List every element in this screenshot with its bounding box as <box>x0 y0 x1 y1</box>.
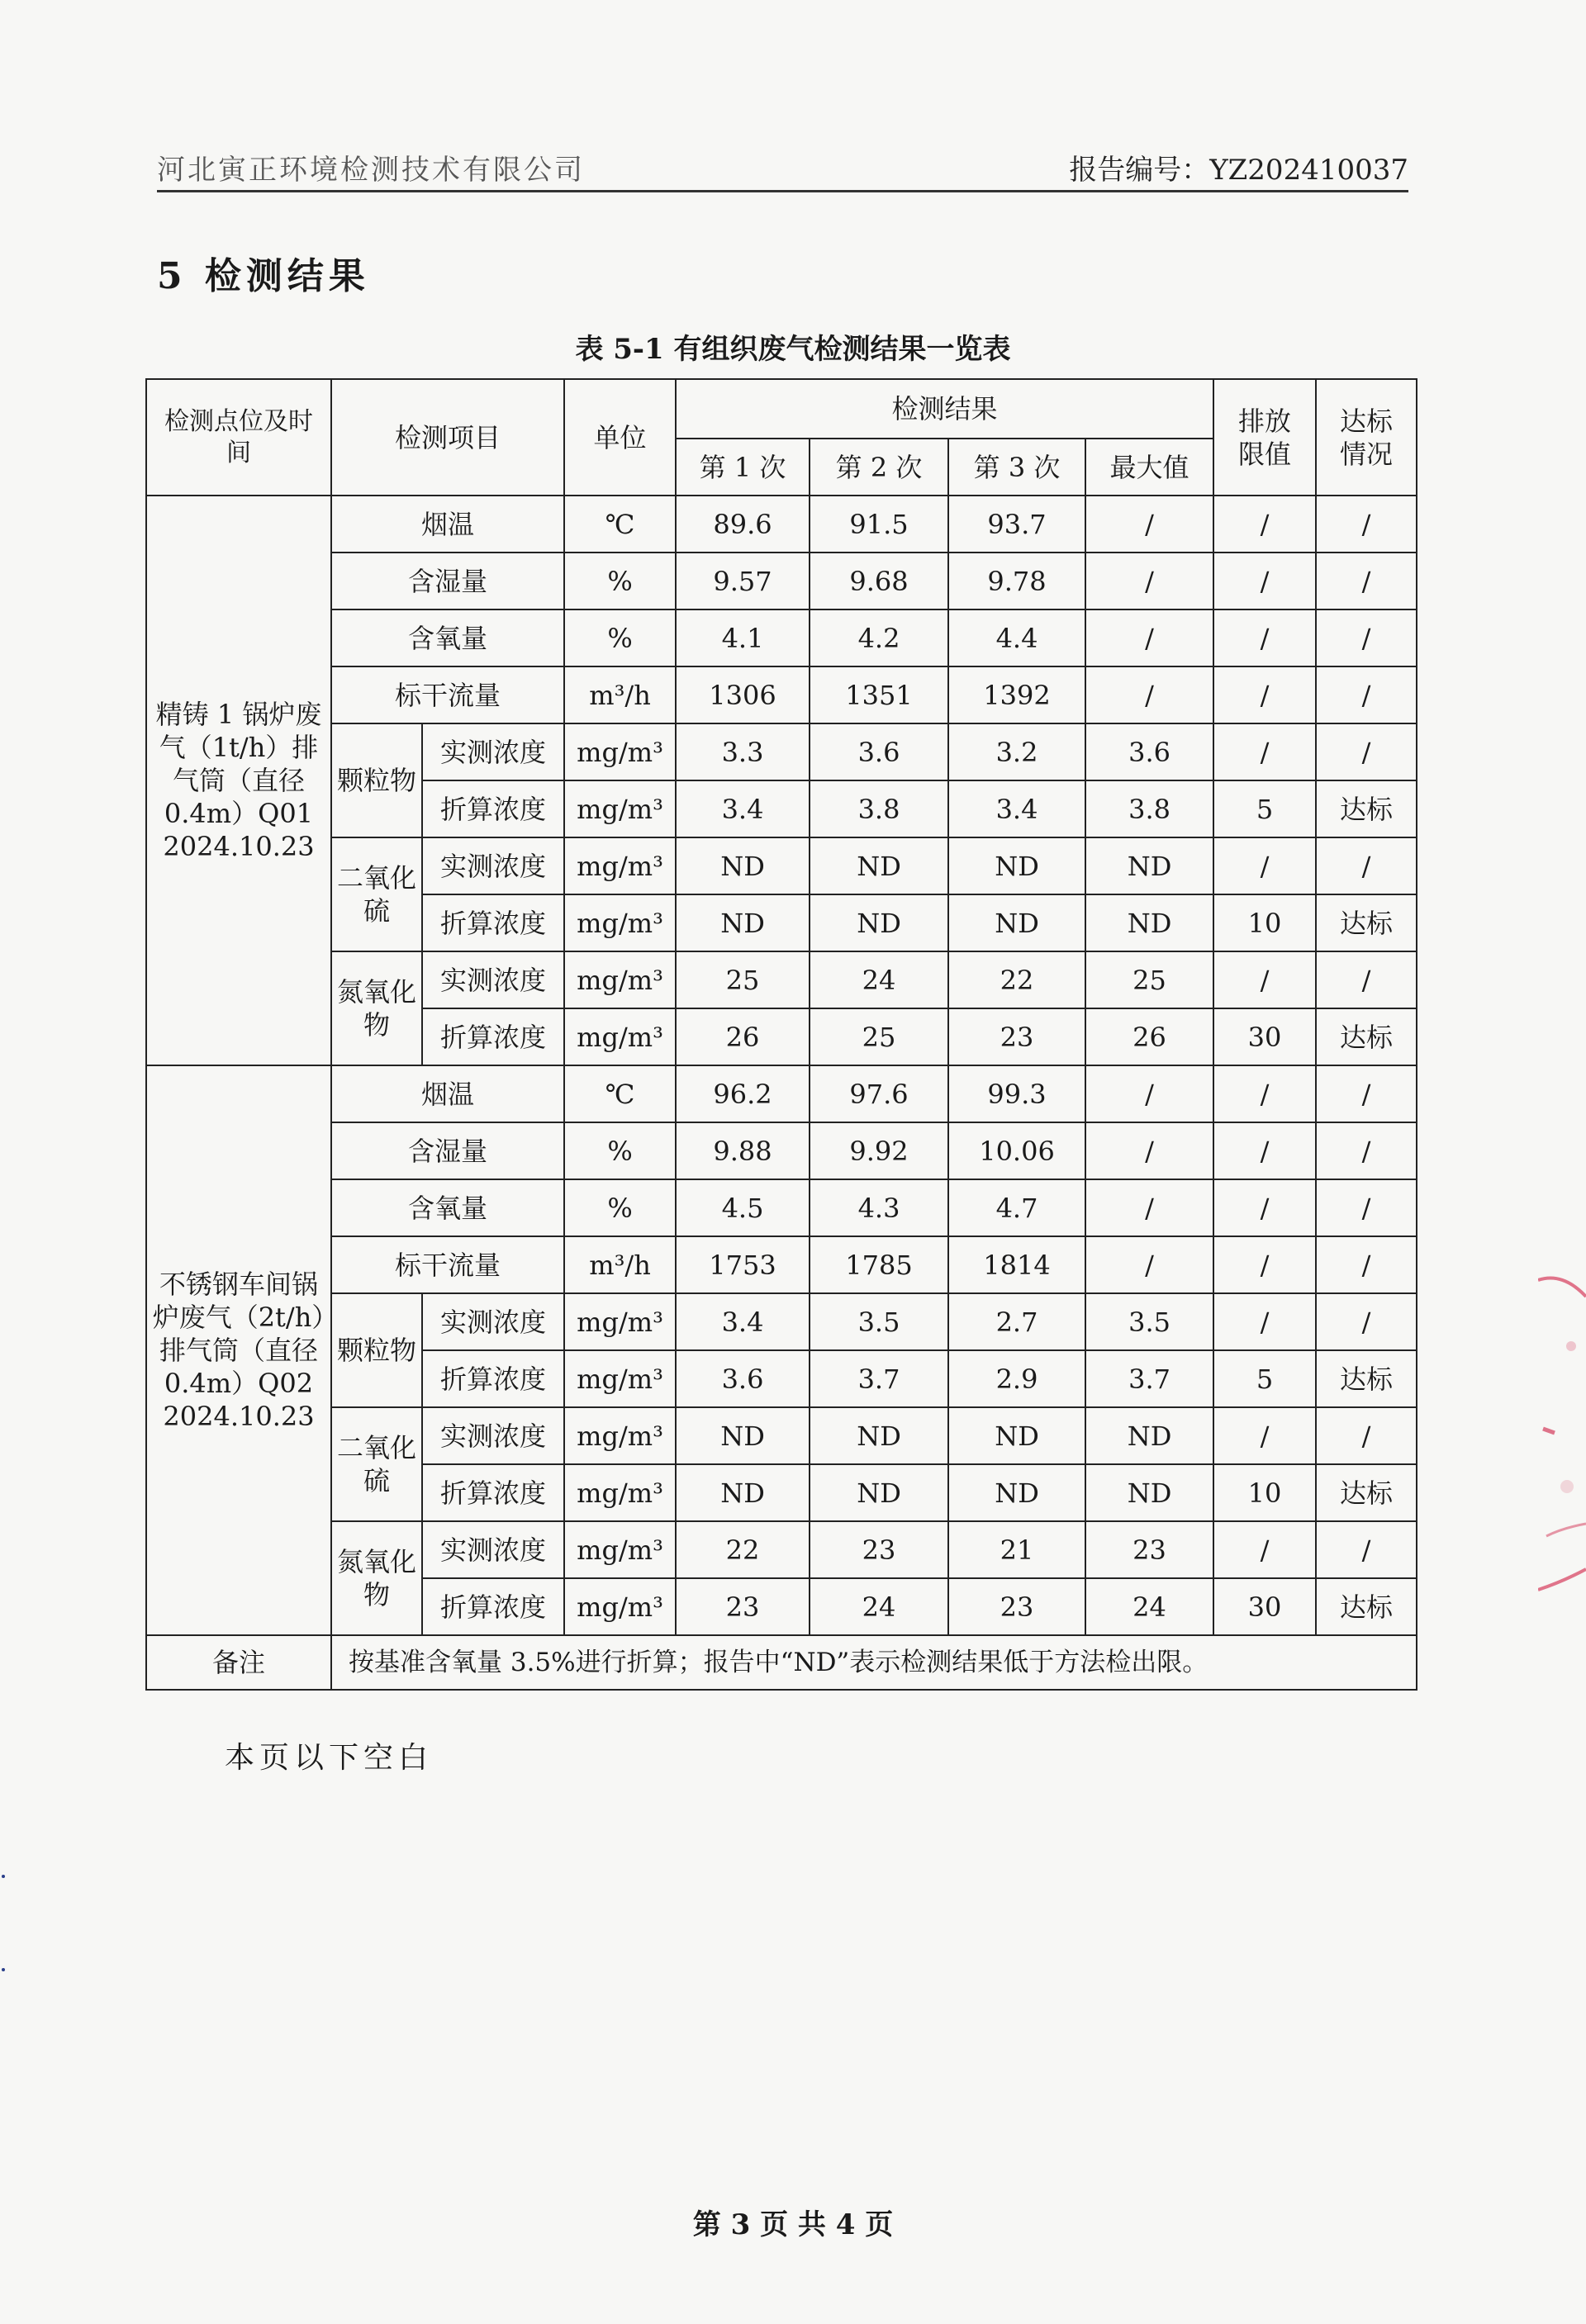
v2-cell: 9.68 <box>810 553 948 609</box>
item-cell: 含氧量 <box>331 1179 564 1236</box>
unit-cell: ℃ <box>564 1065 676 1122</box>
item-cell: 折算浓度 <box>422 1008 564 1065</box>
max-cell: ND <box>1085 1464 1213 1521</box>
v3-cell: 2.7 <box>948 1293 1085 1350</box>
status-cell: / <box>1316 951 1417 1008</box>
v2-cell: 3.5 <box>810 1293 948 1350</box>
margin-dot <box>2 1875 5 1878</box>
unit-cell: mg/m³ <box>564 723 676 780</box>
section-title: 5 检测结果 <box>157 255 370 297</box>
v3-cell: 10.06 <box>948 1122 1085 1179</box>
status-cell: / <box>1316 1065 1417 1122</box>
header-location: 检测点位及时间 <box>146 379 331 496</box>
max-cell: 3.6 <box>1085 723 1213 780</box>
item-cell: 实测浓度 <box>422 837 564 894</box>
status-cell: / <box>1316 1179 1417 1236</box>
limit-cell: 5 <box>1213 780 1316 837</box>
status-cell: 达标 <box>1316 1464 1417 1521</box>
results-table <box>145 378 1417 1691</box>
max-cell: 24 <box>1085 1578 1213 1635</box>
status-cell: / <box>1316 837 1417 894</box>
item-cell: 折算浓度 <box>422 1578 564 1635</box>
v2-cell: 24 <box>810 1578 948 1635</box>
v2-cell: 3.8 <box>810 780 948 837</box>
header-row-1 <box>146 379 1417 439</box>
status-cell: 达标 <box>1316 1350 1417 1407</box>
unit-cell: mg/m³ <box>564 1407 676 1464</box>
report-number: 报告编号：YZ202410037 <box>1069 154 1408 187</box>
location-cell: 精铸 1 锅炉废气（1t/h）排气筒（直径 0.4m）Q01 2024.10.23 <box>146 496 331 1065</box>
status-cell: / <box>1316 609 1417 666</box>
pollutant-cell: 颗粒物 <box>331 1293 422 1407</box>
pollutant-cell: 颗粒物 <box>331 723 422 837</box>
item-cell: 折算浓度 <box>422 780 564 837</box>
limit-cell: / <box>1213 723 1316 780</box>
item-cell: 标干流量 <box>331 666 564 723</box>
v2-cell: ND <box>810 894 948 951</box>
status-cell: 达标 <box>1316 780 1417 837</box>
max-cell: / <box>1085 1179 1213 1236</box>
unit-cell: % <box>564 609 676 666</box>
unit-cell: mg/m³ <box>564 1521 676 1578</box>
max-cell: 23 <box>1085 1521 1213 1578</box>
max-cell: 26 <box>1085 1008 1213 1065</box>
unit-cell: % <box>564 553 676 609</box>
limit-cell: / <box>1213 951 1316 1008</box>
v1-cell: 9.57 <box>676 553 810 609</box>
v2-cell: 24 <box>810 951 948 1008</box>
stamp-edge <box>1538 1264 1586 1610</box>
limit-cell: / <box>1213 1407 1316 1464</box>
limit-cell: / <box>1213 553 1316 609</box>
item-cell: 标干流量 <box>331 1236 564 1293</box>
v1-cell: ND <box>676 894 810 951</box>
location-cell: 不锈钢车间锅炉废气（2t/h）排气筒（直径 0.4m）Q02 2024.10.23 <box>146 1065 331 1635</box>
item-cell: 含湿量 <box>331 1122 564 1179</box>
v1-cell: 3.6 <box>676 1350 810 1407</box>
v1-cell: 23 <box>676 1578 810 1635</box>
table-row <box>146 951 1417 1008</box>
limit-cell: / <box>1213 609 1316 666</box>
header-run-2: 第 2 次 <box>810 439 948 496</box>
unit-cell: mg/m³ <box>564 837 676 894</box>
v1-cell: 1306 <box>676 666 810 723</box>
header-run-1: 第 1 次 <box>676 439 810 496</box>
unit-cell: mg/m³ <box>564 1464 676 1521</box>
limit-cell: / <box>1213 666 1316 723</box>
header-limit: 排放限值 <box>1213 379 1316 496</box>
item-cell: 含氧量 <box>331 609 564 666</box>
note-text: 按基准含氧量 3.5%进行折算；报告中“ND”表示检测结果低于方法检出限。 <box>331 1635 1417 1690</box>
item-cell: 实测浓度 <box>422 1407 564 1464</box>
max-cell: ND <box>1085 837 1213 894</box>
unit-cell: % <box>564 1122 676 1179</box>
note-row <box>146 1635 1417 1690</box>
header-run-3: 第 3 次 <box>948 439 1085 496</box>
unit-cell: mg/m³ <box>564 951 676 1008</box>
v3-cell: 9.78 <box>948 553 1085 609</box>
max-cell: / <box>1085 609 1213 666</box>
limit-cell: / <box>1213 1179 1316 1236</box>
v3-cell: 4.4 <box>948 609 1085 666</box>
v3-cell: 21 <box>948 1521 1085 1578</box>
blank-note: 本页以下空白 <box>225 1741 434 1775</box>
table-row <box>146 1521 1417 1578</box>
v2-cell: 91.5 <box>810 496 948 553</box>
unit-cell: m³/h <box>564 1236 676 1293</box>
v2-cell: 23 <box>810 1521 948 1578</box>
page-number: 第 3 页 共 4 页 <box>692 2208 894 2241</box>
v1-cell: 3.3 <box>676 723 810 780</box>
margin-dot <box>2 1968 5 1971</box>
max-cell: / <box>1085 1236 1213 1293</box>
v3-cell: 1392 <box>948 666 1085 723</box>
table-row <box>146 1179 1417 1236</box>
v3-cell: 23 <box>948 1008 1085 1065</box>
unit-cell: mg/m³ <box>564 1293 676 1350</box>
v2-cell: ND <box>810 1464 948 1521</box>
v2-cell: 97.6 <box>810 1065 948 1122</box>
pollutant-cell: 二氧化硫 <box>331 837 422 951</box>
item-cell: 实测浓度 <box>422 1521 564 1578</box>
v2-cell: 3.6 <box>810 723 948 780</box>
v3-cell: ND <box>948 1464 1085 1521</box>
limit-cell: 30 <box>1213 1578 1316 1635</box>
header-results: 检测结果 <box>676 379 1213 439</box>
status-cell: / <box>1316 496 1417 553</box>
unit-cell: mg/m³ <box>564 1008 676 1065</box>
table-row <box>146 1293 1417 1350</box>
header-item: 检测项目 <box>331 379 564 496</box>
note-label: 备注 <box>146 1635 331 1690</box>
pollutant-cell: 氮氧化物 <box>331 1521 422 1635</box>
table-row <box>146 609 1417 666</box>
v2-cell: 4.3 <box>810 1179 948 1236</box>
table-row <box>146 723 1417 780</box>
status-cell: / <box>1316 1236 1417 1293</box>
v3-cell: 3.2 <box>948 723 1085 780</box>
company-name: 河北寅正环境检测技术有限公司 <box>157 154 585 187</box>
header-max: 最大值 <box>1085 439 1213 496</box>
v3-cell: 4.7 <box>948 1179 1085 1236</box>
v1-cell: ND <box>676 1407 810 1464</box>
unit-cell: ℃ <box>564 496 676 553</box>
max-cell: 3.7 <box>1085 1350 1213 1407</box>
v3-cell: 2.9 <box>948 1350 1085 1407</box>
v3-cell: 23 <box>948 1578 1085 1635</box>
header-status: 达标情况 <box>1316 379 1417 496</box>
v1-cell: 96.2 <box>676 1065 810 1122</box>
v3-cell: ND <box>948 894 1085 951</box>
max-cell: 3.8 <box>1085 780 1213 837</box>
pollutant-cell: 二氧化硫 <box>331 1407 422 1521</box>
table-row <box>146 1407 1417 1464</box>
table-row <box>146 553 1417 609</box>
status-cell: / <box>1316 1407 1417 1464</box>
limit-cell: / <box>1213 1122 1316 1179</box>
v1-cell: ND <box>676 837 810 894</box>
table-row <box>146 837 1417 894</box>
item-cell: 折算浓度 <box>422 1464 564 1521</box>
v3-cell: ND <box>948 837 1085 894</box>
header-unit: 单位 <box>564 379 676 496</box>
status-cell: / <box>1316 1521 1417 1578</box>
v1-cell: 4.1 <box>676 609 810 666</box>
table-row <box>146 1236 1417 1293</box>
v1-cell: 26 <box>676 1008 810 1065</box>
table-row <box>146 496 1417 553</box>
v2-cell: 3.7 <box>810 1350 948 1407</box>
v3-cell: ND <box>948 1407 1085 1464</box>
max-cell: / <box>1085 1065 1213 1122</box>
max-cell: 25 <box>1085 951 1213 1008</box>
v1-cell: 1753 <box>676 1236 810 1293</box>
limit-cell: 5 <box>1213 1350 1316 1407</box>
unit-cell: mg/m³ <box>564 1578 676 1635</box>
max-cell: / <box>1085 496 1213 553</box>
status-cell: 达标 <box>1316 1008 1417 1065</box>
unit-cell: % <box>564 1179 676 1236</box>
limit-cell: / <box>1213 837 1316 894</box>
max-cell: 3.5 <box>1085 1293 1213 1350</box>
v3-cell: 22 <box>948 951 1085 1008</box>
v1-cell: 3.4 <box>676 1293 810 1350</box>
unit-cell: mg/m³ <box>564 894 676 951</box>
v1-cell: ND <box>676 1464 810 1521</box>
v1-cell: 89.6 <box>676 496 810 553</box>
status-cell: 达标 <box>1316 1578 1417 1635</box>
max-cell: / <box>1085 1122 1213 1179</box>
limit-cell: / <box>1213 1521 1316 1578</box>
v1-cell: 22 <box>676 1521 810 1578</box>
v3-cell: 1814 <box>948 1236 1085 1293</box>
v1-cell: 3.4 <box>676 780 810 837</box>
item-cell: 实测浓度 <box>422 723 564 780</box>
table-caption: 表 5-1 有组织废气检测结果一览表 <box>575 333 1011 366</box>
v2-cell: 9.92 <box>810 1122 948 1179</box>
pollutant-cell: 氮氧化物 <box>331 951 422 1065</box>
status-cell: / <box>1316 723 1417 780</box>
max-cell: / <box>1085 666 1213 723</box>
status-cell: / <box>1316 1293 1417 1350</box>
table-row <box>146 1065 1417 1122</box>
unit-cell: mg/m³ <box>564 1350 676 1407</box>
status-cell: / <box>1316 1122 1417 1179</box>
unit-cell: mg/m³ <box>564 780 676 837</box>
max-cell: ND <box>1085 1407 1213 1464</box>
item-cell: 实测浓度 <box>422 951 564 1008</box>
limit-cell: / <box>1213 1293 1316 1350</box>
limit-cell: 10 <box>1213 1464 1316 1521</box>
max-cell: ND <box>1085 894 1213 951</box>
page-header <box>157 147 1408 192</box>
limit-cell: / <box>1213 1236 1316 1293</box>
v2-cell: 4.2 <box>810 609 948 666</box>
v2-cell: 25 <box>810 1008 948 1065</box>
status-cell: 达标 <box>1316 894 1417 951</box>
v1-cell: 9.88 <box>676 1122 810 1179</box>
status-cell: / <box>1316 553 1417 609</box>
table-row <box>146 666 1417 723</box>
max-cell: / <box>1085 553 1213 609</box>
status-cell: / <box>1316 666 1417 723</box>
limit-cell: / <box>1213 496 1316 553</box>
item-cell: 实测浓度 <box>422 1293 564 1350</box>
item-cell: 含湿量 <box>331 553 564 609</box>
v1-cell: 4.5 <box>676 1179 810 1236</box>
v3-cell: 99.3 <box>948 1065 1085 1122</box>
v3-cell: 3.4 <box>948 780 1085 837</box>
limit-cell: 10 <box>1213 894 1316 951</box>
limit-cell: / <box>1213 1065 1316 1122</box>
item-cell: 烟温 <box>331 1065 564 1122</box>
item-cell: 折算浓度 <box>422 1350 564 1407</box>
unit-cell: m³/h <box>564 666 676 723</box>
item-cell: 烟温 <box>331 496 564 553</box>
v2-cell: ND <box>810 1407 948 1464</box>
v2-cell: ND <box>810 837 948 894</box>
table-row <box>146 1122 1417 1179</box>
v2-cell: 1351 <box>810 666 948 723</box>
v3-cell: 93.7 <box>948 496 1085 553</box>
v1-cell: 25 <box>676 951 810 1008</box>
v2-cell: 1785 <box>810 1236 948 1293</box>
limit-cell: 30 <box>1213 1008 1316 1065</box>
item-cell: 折算浓度 <box>422 894 564 951</box>
